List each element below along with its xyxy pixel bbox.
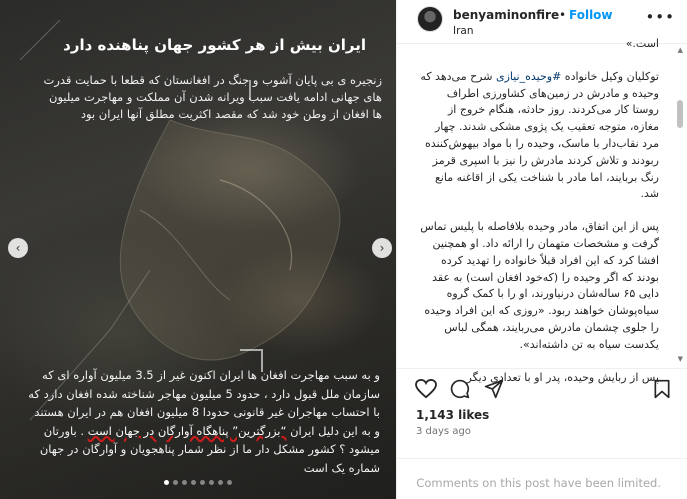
follow-button[interactable]: Follow [569, 8, 613, 22]
chevron-left-icon: ‹ [15, 241, 21, 255]
media-paragraph-2-end: . باورتان میشود ؟ کشور مشکل دار ما از نظر شمار پناهجویان و آوارگان در جهان شماره یک است [39, 423, 380, 475]
carousel-dot [182, 480, 187, 485]
media-paragraph-2-start: و به سبب مهاجرت افغان ها ایران اکنون غیر از 3.5 میلیون آواره ای که سازمان ملل قبول دارد ، حدود 5 میلیون مهاجر شناخته شده افغان دارد که با احتساب مهاجران غیر قانونی حدودا 8 میلیون افغان هم در ایران هستند و به این دلیل ایران [28, 368, 380, 438]
media-highlight-text: “بزرگترین” پناهگاه آوارگان در جهان است [87, 423, 287, 438]
carousel-prev-button[interactable] [8, 238, 28, 258]
caption-p1-start: توکلیان وکیل خانواده [561, 69, 659, 83]
carousel-dot [218, 480, 223, 485]
media-headline: ایران بیش از هر کشور جهان پناهنده دارد [63, 36, 366, 54]
caption-p1-end: شرح می‌دهد که وحیده و مادرش در زمین‌های کشاورزی اطراف روستا کار می‌کردند. روز حادثه، هنگام خروج از مغازه، متوجه تعقیب یک پژوی مشکی شدند. چهار مرد نقاب‌دار با ماسک، وحیده را با مواد بیهوش‌کننده ربودند و تلاش کردند مادرش را نیز با اسپری قرمز رنگ بربایند، اما مادر با شناخت یکی از اقاغنه مانع شد. [420, 69, 659, 201]
caption-paragraph-1 [419, 69, 659, 203]
carousel-indicator [0, 480, 396, 485]
chevron-right-icon: › [379, 241, 385, 255]
carousel-dot [227, 480, 232, 485]
media-paragraph-1: زنجیره ی بی پایان آشوب و جنگ در افغانستان که قطعا با حمایت قدرت های جهانی ادامه یافت سبب ویرانه شدن آن مملکت و مهاجرت میلیون ها افغان از وطن خود شد که مقصد اکثریت مطلق آنها ایران بود [43, 73, 382, 121]
scroll-up-icon[interactable]: ▲ [677, 46, 683, 54]
bookmark-icon[interactable] [653, 379, 671, 399]
caption-paragraph-3: پس از ربایش وحیده، پدر او با تعدادی دیگر [466, 370, 659, 384]
more-options-icon[interactable]: ••• [645, 8, 675, 26]
carousel-dot [209, 480, 214, 485]
location-link[interactable]: Iran [453, 25, 474, 37]
caption-paragraph-2: پس از این اتفاق، مادر وحیده بلافاصله با پلیس تماس گرفت و مشخصات متهمان را ارائه داد. او همچنین افشا کرد که این افراد قبلاً خانواده را تهدید کرده بودند که اگر وحیده را (که‌خود افغان است) به عقد دایی ۶۵ ساله‌شان درنیاورند، او را با کمک گروه سیاه‌پوشان خواهند ربود. «روزی که این افراد وحیده را جلوی چشمان مادرش می‌ربایند، همگی لباس یکدست سیاه به تن داشته‌اند». [420, 220, 659, 351]
carousel-dot [173, 480, 178, 485]
caption-text [419, 36, 659, 402]
hashtag-link[interactable]: #وحیده_نیازی [495, 69, 562, 83]
carousel-next-button[interactable] [372, 238, 392, 258]
carousel-dot [200, 480, 205, 485]
carousel-dot [191, 480, 196, 485]
scroll-down-icon[interactable]: ▼ [677, 355, 683, 363]
share-icon[interactable] [483, 379, 505, 399]
username-link[interactable]: benyaminonfire [453, 8, 560, 22]
heart-icon[interactable] [415, 379, 437, 399]
separator-dot: • [559, 8, 567, 22]
caption-area [397, 37, 687, 384]
media-paragraph-2 [28, 366, 380, 477]
likes-count[interactable]: 1,143 likes [416, 408, 490, 422]
caption-scrollbar[interactable] [676, 44, 684, 367]
avatar[interactable] [417, 6, 443, 32]
comments-limited-notice: Comments on this post have been limited. [397, 458, 687, 499]
comment-icon[interactable] [449, 379, 471, 399]
scrollbar-thumb[interactable] [677, 100, 683, 128]
caption-top-fragment: است.» [625, 37, 659, 50]
action-bar [397, 368, 687, 408]
post-sidebar [396, 0, 686, 499]
post-timestamp[interactable]: 3 days ago [416, 426, 471, 437]
carousel-dot [164, 480, 169, 485]
